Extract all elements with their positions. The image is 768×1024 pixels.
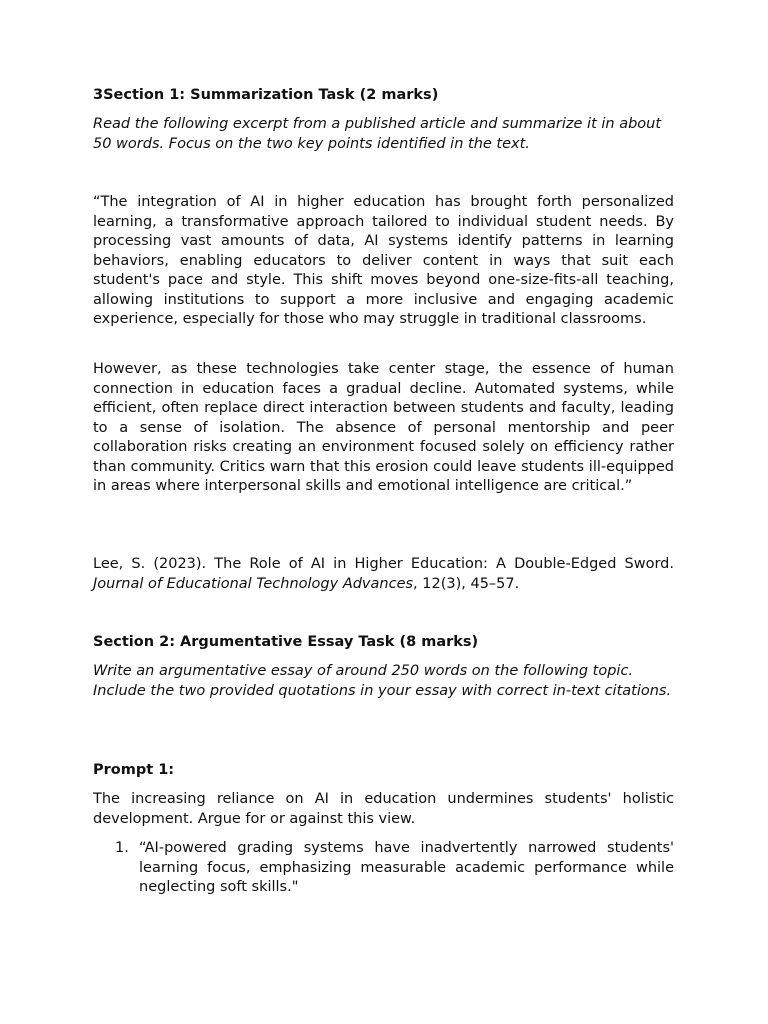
quote-text: “AI-powered grading systems have inadvertently narrowed students' learning focus, emphasizing measurable academic performance while neglecting soft skills." — [139, 840, 674, 895]
quote-list — [93, 839, 674, 898]
citation-prefix: Lee, S. (2023). The Role of AI in Higher Education: A Double-Edged Sword. — [93, 556, 674, 572]
prompt-text: The increasing reliance on AI in education undermines students' holistic development. Argue for or against this view. — [93, 791, 674, 827]
list-item — [93, 839, 674, 898]
citation-suffix: , 12(3), 45–57. — [413, 575, 520, 592]
section2-heading: Section 2: Argumentative Essay Task (8 marks) — [93, 634, 479, 650]
section1-heading: 3Section 1: Summarization Task (2 marks) — [93, 87, 439, 103]
prompt-heading: Prompt 1: — [93, 762, 175, 778]
citation — [93, 555, 674, 594]
citation-journal: Journal of Educational Technology Advances — [93, 575, 414, 592]
excerpt-paragraph-1: “The integration of AI in higher education has brought forth personalized learning, a transformative approach tailored to individual student needs. By processing vast amounts of data, AI systems identify patterns in learning behaviors, enabling educators to deliver content in ways that suit each student's pace and style. This shift moves beyond one-size-fits-all teaching, allowing institutions to support a more inclusive and engaging academic experience, especially for those who may struggle in traditional classrooms. — [93, 194, 674, 327]
section2-instruction: Write an argumentative essay of around 250 words on the following topic. Include the two provided quotations in your essay with correct in-text citations. — [93, 663, 672, 699]
section1-instruction: Read the following excerpt from a published article and summarize it in about 50 words. Focus on the two key points identified in the text. — [93, 116, 662, 152]
list-item-number: 1. — [115, 840, 129, 856]
excerpt-paragraph-2: However, as these technologies take center stage, the essence of human connection in education faces a gradual decline. Automated systems, while efficient, often replace direct interaction between students and faculty, leading to a sense of isolation. The absence of personal mentorship and peer collaboration risks creating an environment focused solely on efficiency rather than community. Critics warn that this erosion could leave students ill-equipped in areas where interpersonal skills and emotional intelligence are critical.” — [93, 361, 674, 494]
